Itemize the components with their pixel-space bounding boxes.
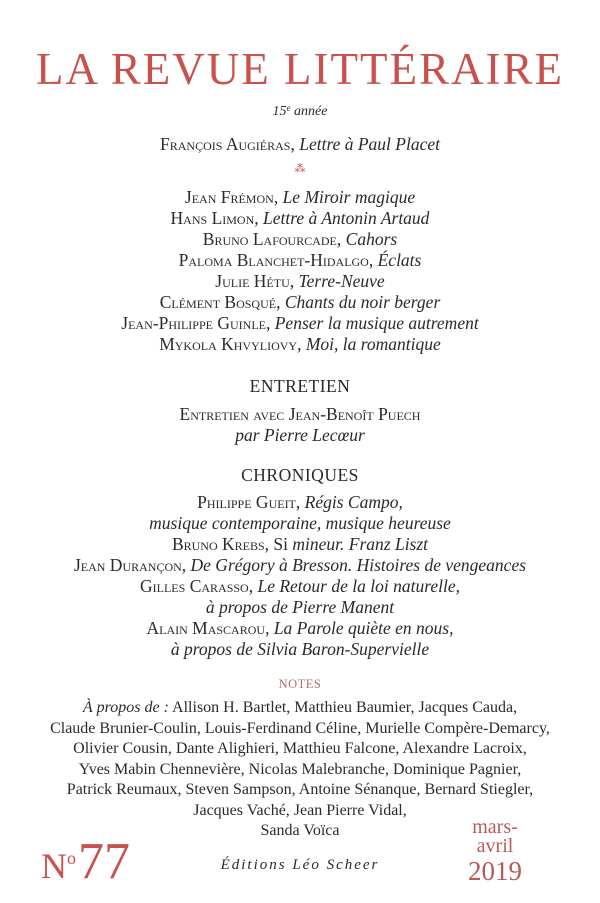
- year-suffix: e: [286, 103, 291, 113]
- lead-work: Lettre à Paul Placet: [299, 134, 440, 154]
- entretien-section: [0, 404, 600, 446]
- author: Jean Frémon: [184, 187, 274, 207]
- contents-item: [0, 229, 600, 250]
- sep: ,: [264, 534, 274, 554]
- date-month-1: mars-: [472, 816, 518, 838]
- sep: ,: [265, 618, 274, 638]
- work-title: Lettre à Antonin Artaud: [263, 208, 430, 228]
- author: Philippe Gueit: [197, 492, 296, 512]
- notes-text: Allison H. Bartlet, Matthieu Baumier, Jacques Cauda,: [168, 699, 518, 716]
- author: Bruno Lafourcade: [202, 229, 337, 249]
- contents-item: [0, 292, 600, 313]
- sep: ,: [273, 187, 283, 207]
- lead-sep: ,: [290, 134, 300, 154]
- entretien-heading: ENTRETIEN: [249, 376, 351, 396]
- work-title: De Grégory à Bresson. Histoires de vengeances: [190, 555, 527, 575]
- notes-line: Claude Brunier-Coulin, Louis-Ferdinand Céline, Murielle Compère-Demarcy,: [50, 719, 550, 737]
- contents-list: [0, 187, 600, 355]
- sep: ,: [368, 250, 378, 270]
- work-title: Terre-Neuve: [298, 271, 385, 291]
- chroniques-list: [0, 492, 600, 660]
- year-number: 15: [272, 104, 287, 119]
- author: Gilles Carasso: [140, 576, 249, 596]
- notes-line: [0, 698, 600, 719]
- year-text: année: [290, 104, 328, 119]
- author: Paloma Blanchet-Hidalgo: [178, 250, 369, 270]
- sep: ,: [297, 334, 306, 354]
- author: Jean Durançon: [73, 555, 182, 575]
- notes-line: Olivier Cousin, Dante Alighieri, Matthieu Falcone, Alexandre Lacroix,: [73, 740, 527, 757]
- notes-line: Yves Mabin Chennevière, Nicolas Malebranche, Dominique Pagnier,: [78, 760, 522, 778]
- work-title-plain: Si: [273, 534, 293, 554]
- sep: ,: [276, 292, 285, 312]
- sep: ,: [295, 492, 305, 512]
- sep: ,: [289, 271, 299, 291]
- lead-entry: [0, 134, 600, 155]
- sep: ,: [181, 555, 191, 575]
- contents-item: [0, 334, 600, 355]
- chronique-item-cont: à propos de Pierre Manent: [205, 597, 395, 617]
- author: Bruno Krebs: [171, 534, 265, 554]
- work-title: Éclats: [377, 250, 422, 270]
- asterism-icon: ⁂: [294, 163, 306, 175]
- sep: ,: [336, 229, 346, 249]
- author: Julie Hétu: [215, 271, 290, 291]
- notes-heading: NOTES: [278, 677, 322, 691]
- issue-date: [455, 818, 535, 886]
- sep: ,: [265, 313, 275, 333]
- work-title: Penser la musique autrement: [274, 313, 479, 333]
- chronique-item: [0, 534, 600, 555]
- contents-item: [0, 271, 600, 292]
- sep: ,: [248, 576, 258, 596]
- author: Clément Bosqué: [159, 292, 277, 312]
- chronique-item-cont: à propos de Silvia Baron-Supervielle: [170, 639, 430, 659]
- entretien-byline: par Pierre Lecœur: [235, 425, 365, 445]
- notes-line: Sanda Voïca: [260, 822, 340, 839]
- author: Jean-Philippe Guinle: [121, 313, 266, 333]
- date-year: 2019: [468, 856, 522, 886]
- chroniques-heading: CHRONIQUES: [241, 465, 359, 485]
- contents-item: [0, 187, 600, 208]
- notes-line: Jacques Vaché, Jean Pierre Vidal,: [193, 801, 407, 819]
- chronique-item: [0, 618, 600, 639]
- work-title: La Parole quiète en nous,: [273, 618, 454, 638]
- chronique-item-cont: musique contemporaine, musique heureuse: [149, 513, 451, 533]
- publisher: Éditions Léo Scheer: [220, 857, 380, 873]
- contents-item: [0, 208, 600, 229]
- work-title: Chants du noir berger: [284, 292, 441, 312]
- sep: ,: [254, 208, 264, 228]
- notes-line: Patrick Reumaux, Steven Sampson, Antoine Sénanque, Bernard Stiegler,: [66, 781, 534, 798]
- work-title: Le Retour de la loi naturelle,: [257, 576, 460, 596]
- work-title: Moi, la romantique: [305, 334, 441, 354]
- work-title: Cahors: [345, 229, 398, 249]
- chronique-item: [0, 492, 600, 513]
- chronique-item: [0, 576, 600, 597]
- contents-item: [0, 313, 600, 334]
- contents-item: [0, 250, 600, 271]
- magazine-title: LA REVUE LITTÉRAIRE: [36, 44, 564, 94]
- lead-author: François Augiéras: [160, 134, 291, 154]
- date-month-2: avril: [476, 835, 514, 857]
- chronique-item: [0, 555, 600, 576]
- entretien-title: Entretien avec Jean-Benoît Puech: [179, 404, 421, 424]
- work-title: Le Miroir magique: [282, 187, 416, 207]
- work-title: Régis Campo,: [304, 492, 403, 512]
- notes-intro: À propos de :: [82, 699, 169, 716]
- author: Hans Limon: [170, 208, 255, 228]
- issue-prefix-letter: N: [41, 846, 67, 886]
- issue-number-value: 77: [78, 833, 130, 890]
- year-label: [0, 99, 600, 121]
- author: Alain Mascarou: [146, 618, 266, 638]
- work-title: mineur. Franz Liszt: [292, 534, 429, 554]
- author: Mykola Khvyliovy: [159, 334, 298, 354]
- issue-prefix-sup: o: [67, 848, 76, 868]
